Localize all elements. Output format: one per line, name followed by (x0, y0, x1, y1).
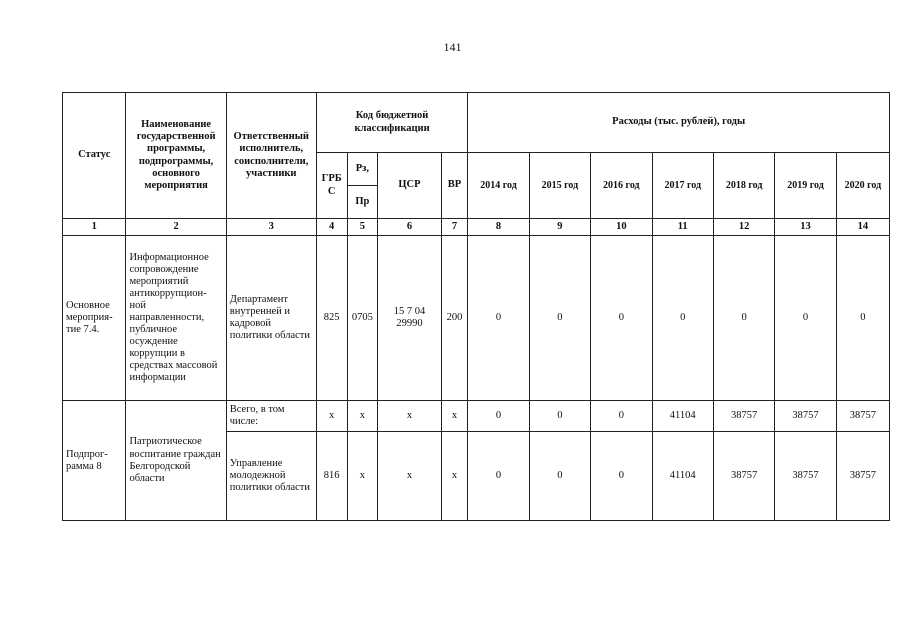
row-value-2019: 38757 (775, 401, 836, 432)
row-value-2019: 38757 (775, 432, 836, 521)
column-number: 6 (378, 219, 441, 236)
row-value-2017: 41104 (652, 432, 713, 521)
column-number: 3 (226, 219, 316, 236)
page-number: 141 (443, 40, 462, 54)
header-grbs: ГРБ С (316, 153, 347, 219)
row-rzpr: 0705 (347, 236, 378, 401)
column-number: 13 (775, 219, 836, 236)
row-rzpr: x (347, 432, 378, 521)
column-number: 8 (468, 219, 529, 236)
header-pr: Пр (347, 186, 378, 219)
column-number: 1 (63, 219, 126, 236)
column-number: 5 (347, 219, 378, 236)
column-numbers-row (63, 219, 890, 236)
column-number: 9 (529, 219, 590, 236)
table-row (63, 236, 890, 401)
row-value-2018: 0 (713, 236, 774, 401)
row-grbs: 825 (316, 236, 347, 401)
row-value-2018: 38757 (713, 432, 774, 521)
header-year-2019: 2019 год (775, 153, 836, 219)
header-vr: ВР (441, 153, 468, 219)
column-number: 11 (652, 219, 713, 236)
header-name: Наименование государственной программы, подпрограммы, основного мероприятия (126, 93, 226, 219)
row-grbs: x (316, 401, 347, 432)
column-number: 2 (126, 219, 226, 236)
header-year-2018: 2018 год (713, 153, 774, 219)
row-status: Подпрог-рамма 8 (63, 401, 126, 521)
row-value-2015: 0 (529, 401, 590, 432)
row-name: Информационное сопровождение мероприятий антикоррупцион-ной направленности, публичное осуждение коррупции в средствах массовой информации (126, 236, 226, 401)
row-value-2014: 0 (468, 236, 529, 401)
header-year-2016: 2016 год (591, 153, 652, 219)
header-csr: ЦСР (378, 153, 441, 219)
header-expenses: Расходы (тыс. рублей), годы (468, 93, 890, 153)
row-value-2014: 0 (468, 432, 529, 521)
row-value-2015: 0 (529, 432, 590, 521)
column-number: 10 (591, 219, 652, 236)
header-year-2020: 2020 год (836, 153, 889, 219)
budget-table (62, 92, 890, 521)
row-csr: x (378, 401, 441, 432)
row-value-2018: 38757 (713, 401, 774, 432)
row-value-2017: 0 (652, 236, 713, 401)
row-value-2020: 38757 (836, 401, 889, 432)
row-value-2019: 0 (775, 236, 836, 401)
row-csr: 15 7 04 29990 (378, 236, 441, 401)
row-value-2014: 0 (468, 401, 529, 432)
row-status: Основное мероприя-тие 7.4. (63, 236, 126, 401)
row-value-2016: 0 (591, 236, 652, 401)
row-value-2015: 0 (529, 236, 590, 401)
header-budget-code: Код бюджетной классификации (316, 93, 468, 153)
row-rzpr: x (347, 401, 378, 432)
row-responsible: Департамент внутренней и кадровой политики области (226, 236, 316, 401)
header-year-2017: 2017 год (652, 153, 713, 219)
row-responsible: Всего, в том числе: (226, 401, 316, 432)
row-csr: x (378, 432, 441, 521)
header-year-2014: 2014 год (468, 153, 529, 219)
row-responsible: Управление молодежной политики области (226, 432, 316, 521)
row-value-2020: 38757 (836, 432, 889, 521)
row-value-2016: 0 (591, 401, 652, 432)
row-vr: 200 (441, 236, 468, 401)
column-number: 4 (316, 219, 347, 236)
row-name: Патриотическое воспитание граждан Белгородской области (126, 401, 226, 521)
column-number: 7 (441, 219, 468, 236)
header-rz: Рз, (347, 153, 378, 186)
column-number: 12 (713, 219, 774, 236)
row-value-2016: 0 (591, 432, 652, 521)
row-vr: x (441, 432, 468, 521)
row-value-2017: 41104 (652, 401, 713, 432)
table-row (63, 401, 890, 432)
header-status: Статус (63, 93, 126, 219)
column-number: 14 (836, 219, 889, 236)
header-responsible: Ответственный исполнитель, соисполнители, участники (226, 93, 316, 219)
row-value-2020: 0 (836, 236, 889, 401)
row-vr: x (441, 401, 468, 432)
row-grbs: 816 (316, 432, 347, 521)
header-year-2015: 2015 год (529, 153, 590, 219)
